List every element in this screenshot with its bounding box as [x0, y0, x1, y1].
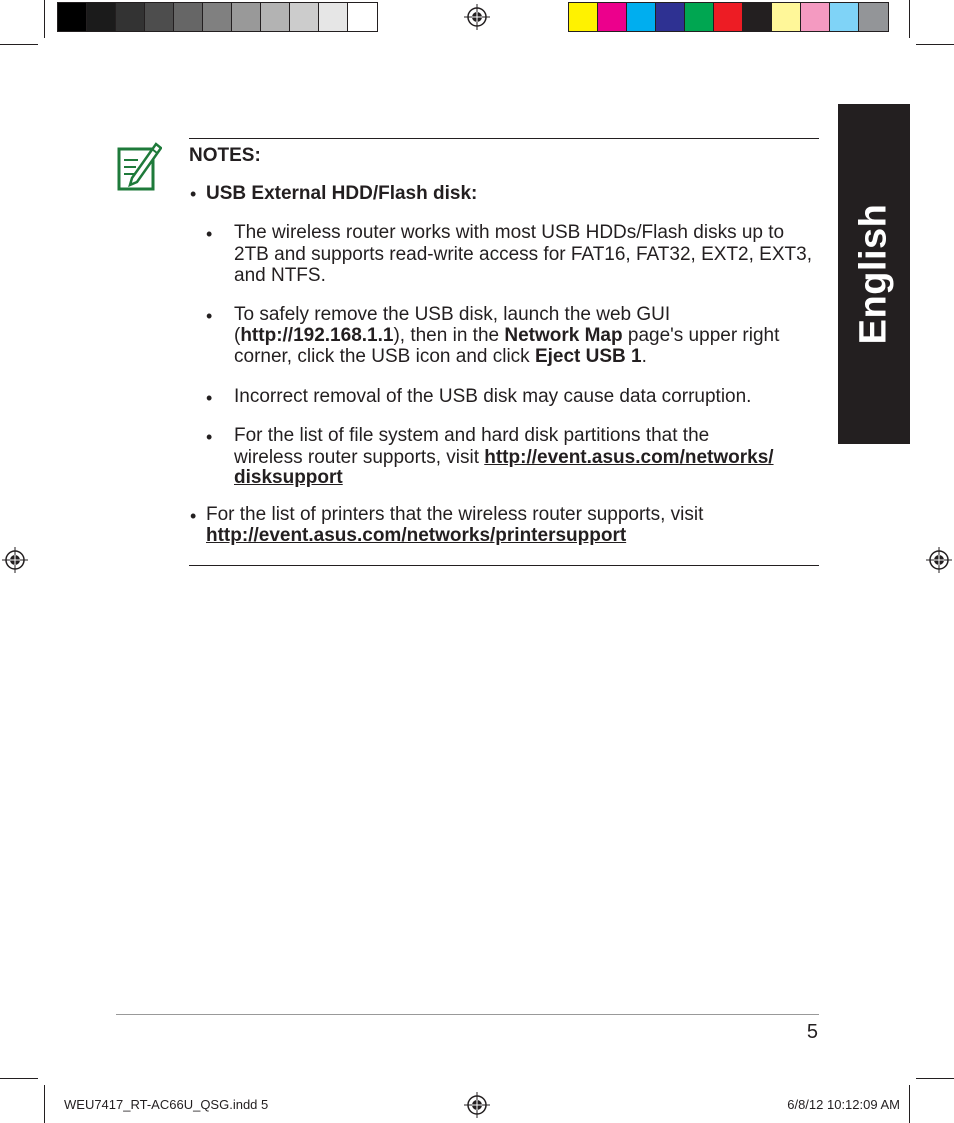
- color-swatch: [656, 3, 685, 31]
- item1-line3: and NTFS.: [234, 265, 326, 286]
- page-number: 5: [806, 1021, 818, 1043]
- color-swatch: [319, 3, 348, 31]
- network-map-label: Network Map: [504, 325, 623, 346]
- note-top-rule: [189, 138, 819, 139]
- item1-line2: 2TB and supports read-write access for FAT16, FAT32, EXT2, EXT3,: [234, 244, 812, 265]
- item2-mid-text: ), then in the: [393, 325, 505, 346]
- color-swatch: [232, 3, 261, 31]
- color-swatch: [859, 3, 888, 31]
- item4-line1: For the list of file system and hard disk partitions that the: [234, 425, 710, 446]
- color-swatch: [830, 3, 859, 31]
- color-swatch: [627, 3, 656, 31]
- color-swatch: [801, 3, 830, 31]
- color-swatch: [348, 3, 377, 31]
- item2-line1: To safely remove the USB disk, launch the web GUI: [234, 304, 671, 325]
- item1-line1: The wireless router works with most USB HDDs/Flash disks up to: [234, 222, 785, 243]
- section2-line1: For the list of printers that the wireless router supports, visit: [206, 504, 704, 525]
- language-tab: [838, 104, 910, 444]
- language-tab-label: English: [852, 203, 895, 345]
- grayscale-color-bar: [57, 2, 378, 32]
- item2-line3: [234, 346, 647, 367]
- section-title-usb: USB External HDD/Flash disk:: [206, 183, 478, 204]
- registration-mark-icon: [464, 1092, 490, 1118]
- crop-mark: [916, 1078, 954, 1079]
- note-bottom-rule: [189, 565, 819, 566]
- registration-mark-icon: [2, 547, 28, 573]
- color-swatch: [290, 3, 319, 31]
- crop-mark: [909, 1085, 910, 1123]
- color-swatch: [174, 3, 203, 31]
- crop-mark: [0, 1078, 38, 1079]
- color-swatch: [772, 3, 801, 31]
- color-swatch: [685, 3, 714, 31]
- item2-line3-start: corner, click the USB icon and click: [234, 346, 535, 367]
- notes-heading: NOTES:: [189, 145, 261, 166]
- item2-line2: [234, 325, 779, 346]
- color-swatch: [569, 3, 598, 31]
- disksupport-link-cont[interactable]: disksupport: [234, 467, 343, 488]
- color-swatch: [743, 3, 772, 31]
- item4-line2-start: wireless router supports, visit: [234, 447, 485, 468]
- registration-mark-icon: [464, 4, 490, 30]
- footer-rule: [116, 1014, 819, 1015]
- eject-usb-label: Eject USB 1: [534, 346, 642, 367]
- bullet: •: [206, 224, 213, 244]
- registration-mark-icon: [926, 547, 952, 573]
- printersupport-link[interactable]: http://event.asus.com/networks/printersupport: [206, 525, 627, 546]
- color-swatch: [203, 3, 232, 31]
- crop-mark: [909, 0, 910, 38]
- slug-timestamp: 6/8/12 10:12:09 AM: [787, 1097, 900, 1112]
- color-swatch: [116, 3, 145, 31]
- bullet: •: [190, 184, 197, 204]
- item3-text: Incorrect removal of the USB disk may cause data corruption.: [234, 386, 752, 407]
- item4-line2: [234, 447, 774, 468]
- note-pencil-icon: [116, 140, 162, 192]
- bullet: •: [206, 388, 213, 408]
- color-swatch: [261, 3, 290, 31]
- color-swatch: [145, 3, 174, 31]
- color-swatch: [714, 3, 743, 31]
- period: .: [641, 346, 647, 367]
- slug-filename: WEU7417_RT-AC66U_QSG.indd 5: [64, 1097, 269, 1112]
- bullet: •: [206, 427, 213, 447]
- paren-open: (: [234, 325, 241, 346]
- disksupport-link[interactable]: http://event.asus.com/networks/: [484, 447, 774, 468]
- crop-mark: [44, 0, 45, 38]
- crop-mark: [0, 44, 38, 45]
- color-swatch: [87, 3, 116, 31]
- router-ip-url[interactable]: http://192.168.1.1: [240, 325, 394, 346]
- process-color-bar: [568, 2, 889, 32]
- crop-mark: [916, 44, 954, 45]
- color-swatch: [598, 3, 627, 31]
- crop-mark: [44, 1085, 45, 1123]
- bullet: •: [206, 306, 213, 326]
- item2-tail-text: page's upper right: [622, 325, 780, 346]
- color-swatch: [58, 3, 87, 31]
- bullet: •: [190, 506, 197, 526]
